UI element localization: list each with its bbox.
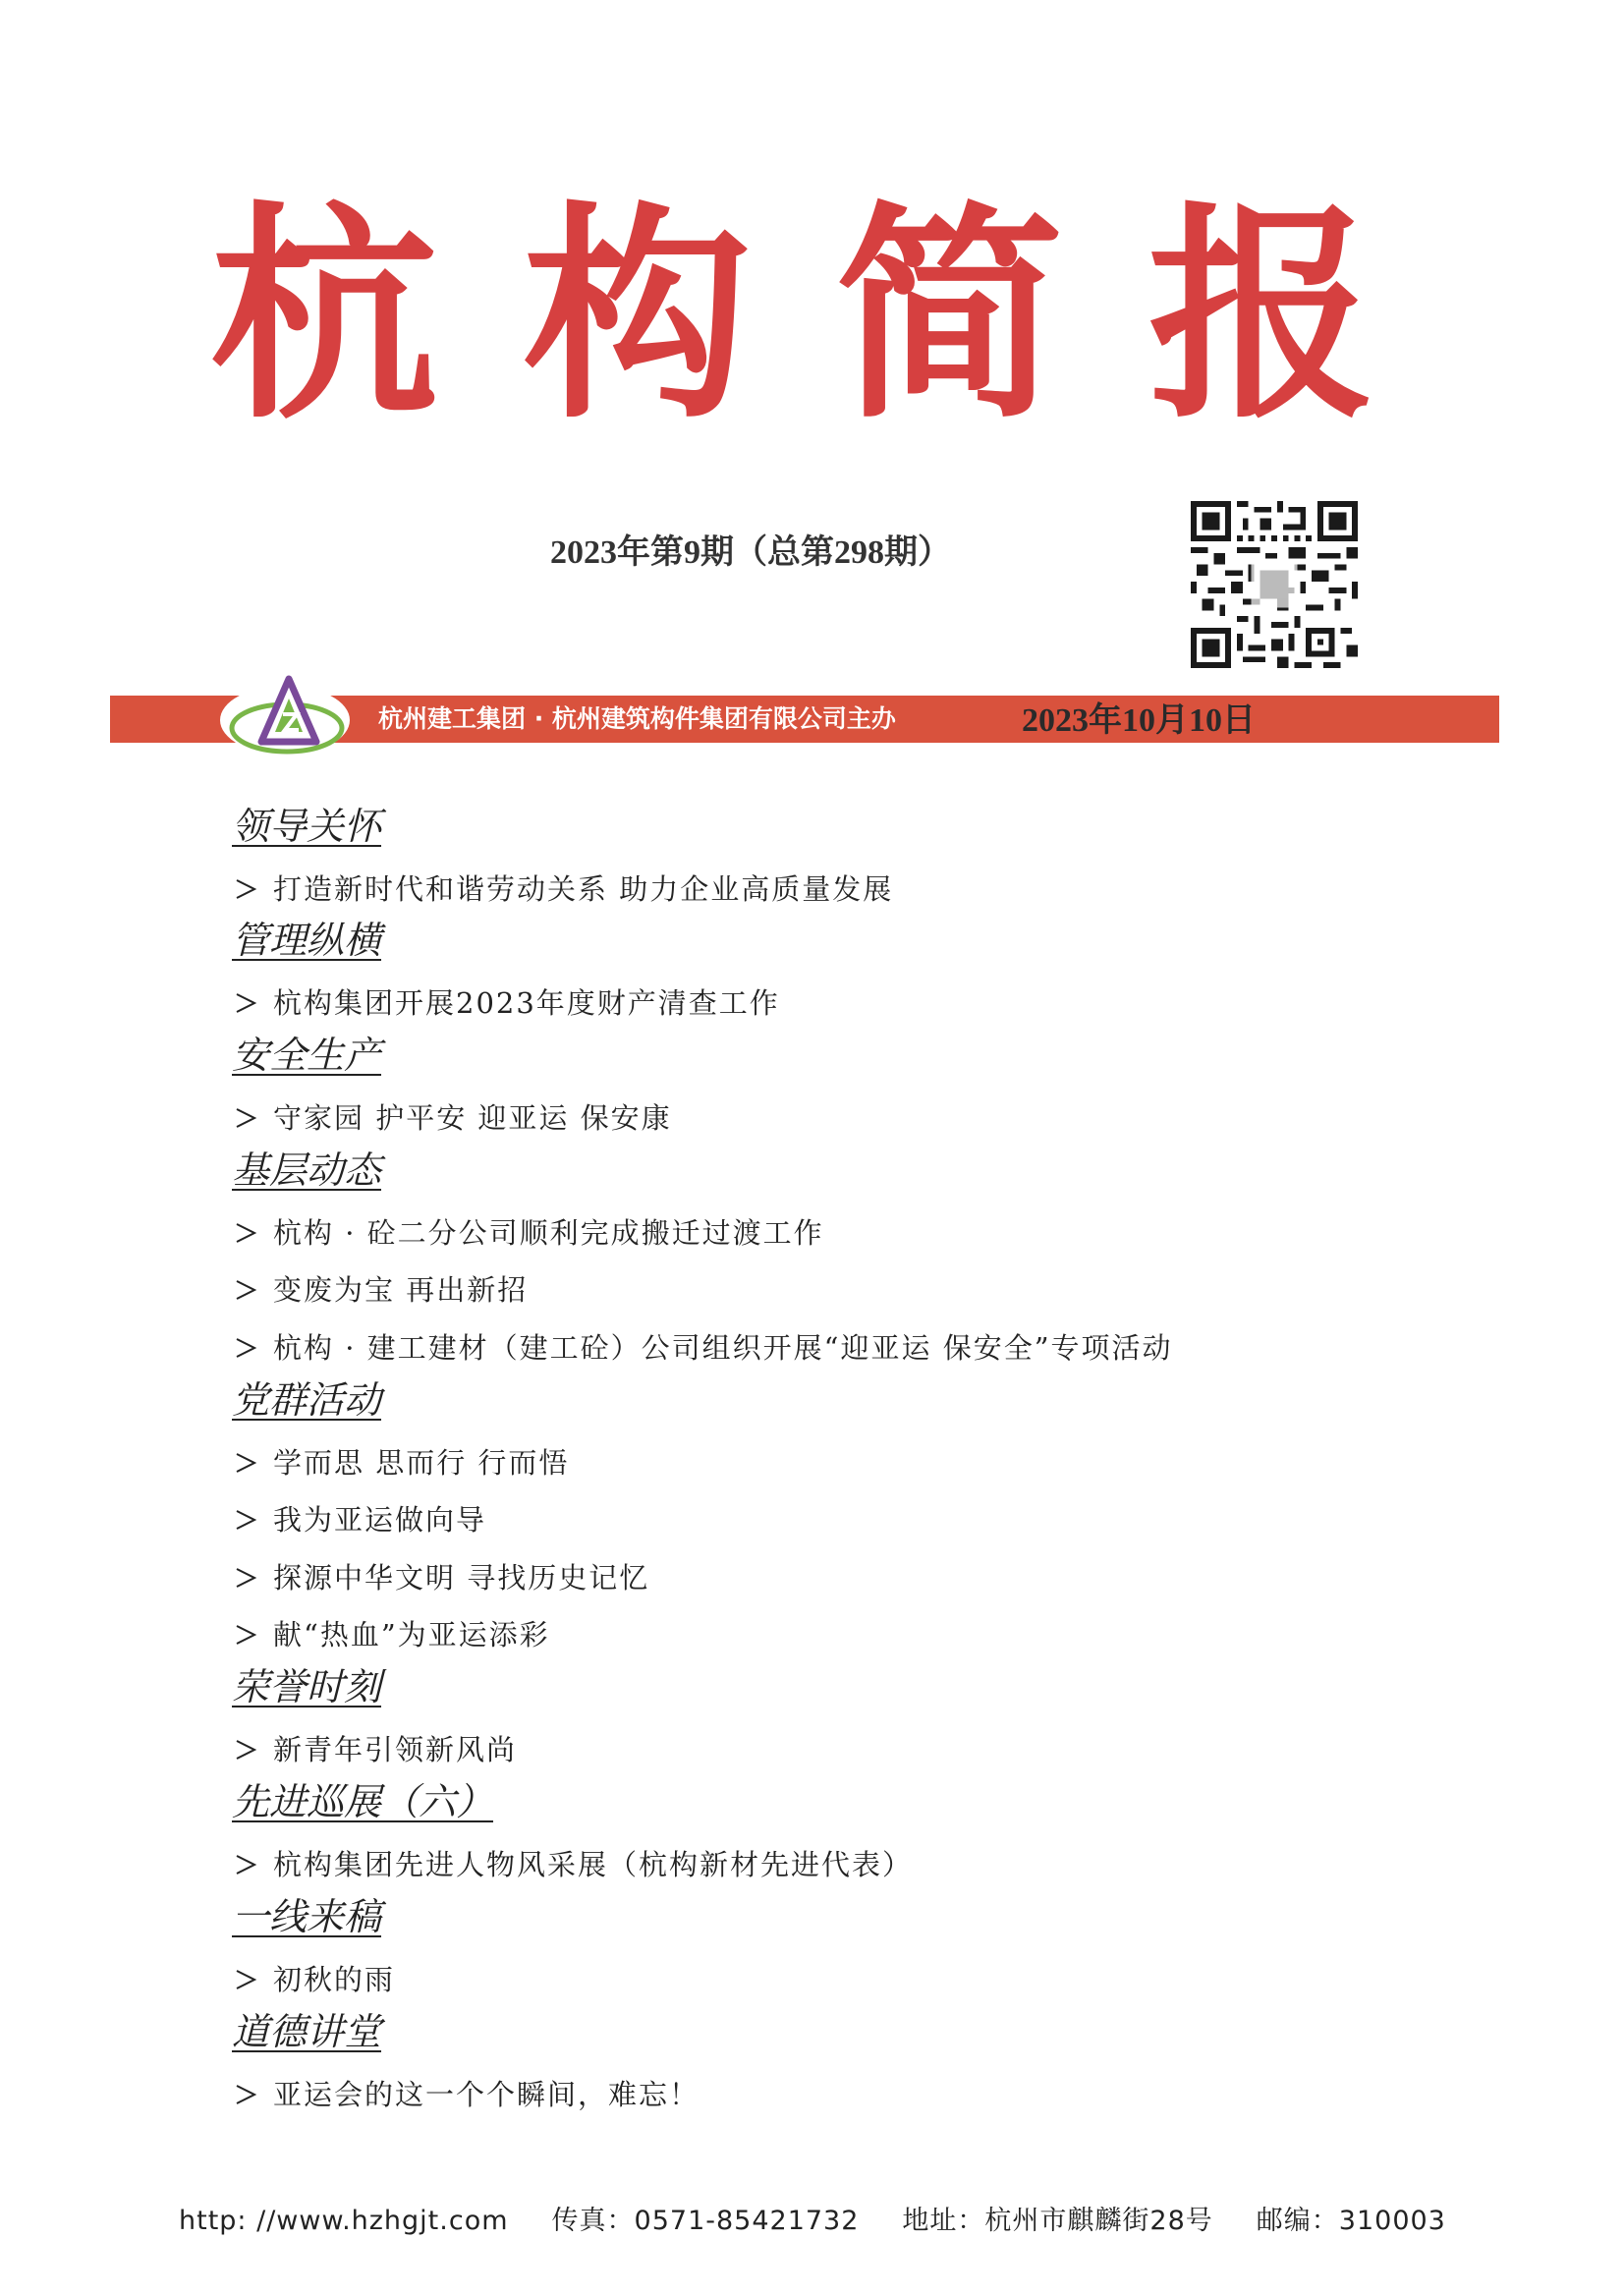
section-title[interactable]: 道德讲堂: [232, 2010, 382, 2053]
toc-item[interactable]: [234, 1446, 570, 1480]
sponsor-text: 杭州建工集团 · 杭州建筑构件集团有限公司主办: [378, 704, 896, 733]
toc-item-text: 杭构 · 建工建材（建工砼）公司组织开展“迎亚运 保安全”专项活动: [273, 1331, 1173, 1365]
masthead-char: 报: [1148, 181, 1437, 449]
toc-item-text: 杭构集团开展2023年度财产清查工作: [273, 986, 780, 1020]
toc-item-text: 探源中华文明 寻找历史记忆: [273, 1561, 650, 1595]
arrow-bullet-icon: [234, 991, 257, 1015]
toc-item[interactable]: [234, 1848, 914, 1881]
toc-item[interactable]: [234, 1618, 550, 1651]
toc-item-text: 杭构集团先进人物风采展（杭构新材先进代表）: [273, 1848, 914, 1881]
section-title[interactable]: 管理纵横: [232, 919, 382, 962]
toc-item[interactable]: [234, 1503, 487, 1537]
arrow-bullet-icon: [234, 1221, 257, 1245]
arrow-bullet-icon: [234, 1508, 257, 1532]
masthead-char: 简: [835, 181, 1125, 449]
arrow-bullet-icon: [234, 1623, 257, 1647]
masthead-char: 构: [523, 181, 812, 449]
toc-item-text: 我为亚运做向导: [273, 1503, 487, 1537]
arrow-bullet-icon: [234, 1853, 257, 1876]
toc-item[interactable]: [234, 872, 894, 906]
section-title[interactable]: 先进巡展（六）: [232, 1780, 494, 1823]
footer-address: 地址：杭州市麒麟街28号: [902, 2206, 1213, 2236]
toc-item-text: 亚运会的这一个个瞬间，难忘！: [273, 2078, 700, 2111]
arrow-bullet-icon: [234, 877, 257, 901]
toc-item-text: 守家园 护平安 迎亚运 保安康: [273, 1101, 672, 1135]
masthead-char: 杭: [210, 181, 500, 449]
toc-item[interactable]: [234, 1331, 1173, 1365]
section-title[interactable]: 荣誉时刻: [232, 1665, 382, 1708]
toc-item-text: 变废为宝 再出新招: [273, 1273, 529, 1307]
section-title[interactable]: 党群活动: [232, 1378, 382, 1422]
qr-code-icon: [1191, 501, 1358, 668]
arrow-bullet-icon: [234, 1738, 257, 1762]
arrow-bullet-icon: [234, 1451, 257, 1475]
footer-website[interactable]: http: //www.hzhgjt.com: [179, 2206, 509, 2236]
toc-item-text: 学而思 思而行 行而悟: [273, 1446, 570, 1480]
toc-item-text: 杭构 · 砼二分公司顺利完成搬迁过渡工作: [273, 1216, 824, 1250]
arrow-bullet-icon: [234, 1106, 257, 1130]
section-title[interactable]: 基层动态: [232, 1148, 382, 1192]
section-title[interactable]: 领导关怀: [232, 805, 382, 848]
publication-date: 2023年10月10日: [1022, 702, 1256, 739]
footer-postcode: 邮编：310003: [1256, 2206, 1446, 2236]
toc-item-text: 初秋的雨: [273, 1963, 396, 1996]
issue-number: 2023年第9期（总第298期）: [550, 534, 951, 571]
section-title[interactable]: 安全生产: [232, 1034, 382, 1077]
footer-fax: 传真：0571-85421732: [551, 2206, 860, 2236]
toc-item[interactable]: [234, 1101, 672, 1135]
toc-item[interactable]: [234, 986, 780, 1020]
toc-item[interactable]: [234, 1273, 529, 1307]
arrow-bullet-icon: [234, 1278, 257, 1302]
toc-item[interactable]: [234, 1216, 824, 1250]
toc-item-text: 打造新时代和谐劳动关系 助力企业高质量发展: [273, 872, 894, 906]
toc-item[interactable]: [234, 2078, 700, 2111]
arrow-bullet-icon: [234, 2083, 257, 2106]
toc-item-text: 献“热血”为亚运添彩: [273, 1618, 550, 1651]
company-logo-icon: [226, 673, 373, 771]
arrow-bullet-icon: [234, 1968, 257, 1991]
section-title[interactable]: 一线来稿: [232, 1895, 382, 1938]
footer-contact: [179, 2199, 1489, 2237]
toc-item[interactable]: [234, 1561, 650, 1595]
toc-item-text: 新青年引领新风尚: [273, 1733, 518, 1766]
masthead-title: [0, 181, 1624, 449]
toc-item[interactable]: [234, 1733, 518, 1766]
toc-item[interactable]: [234, 1963, 396, 1996]
arrow-bullet-icon: [234, 1336, 257, 1360]
arrow-bullet-icon: [234, 1566, 257, 1590]
